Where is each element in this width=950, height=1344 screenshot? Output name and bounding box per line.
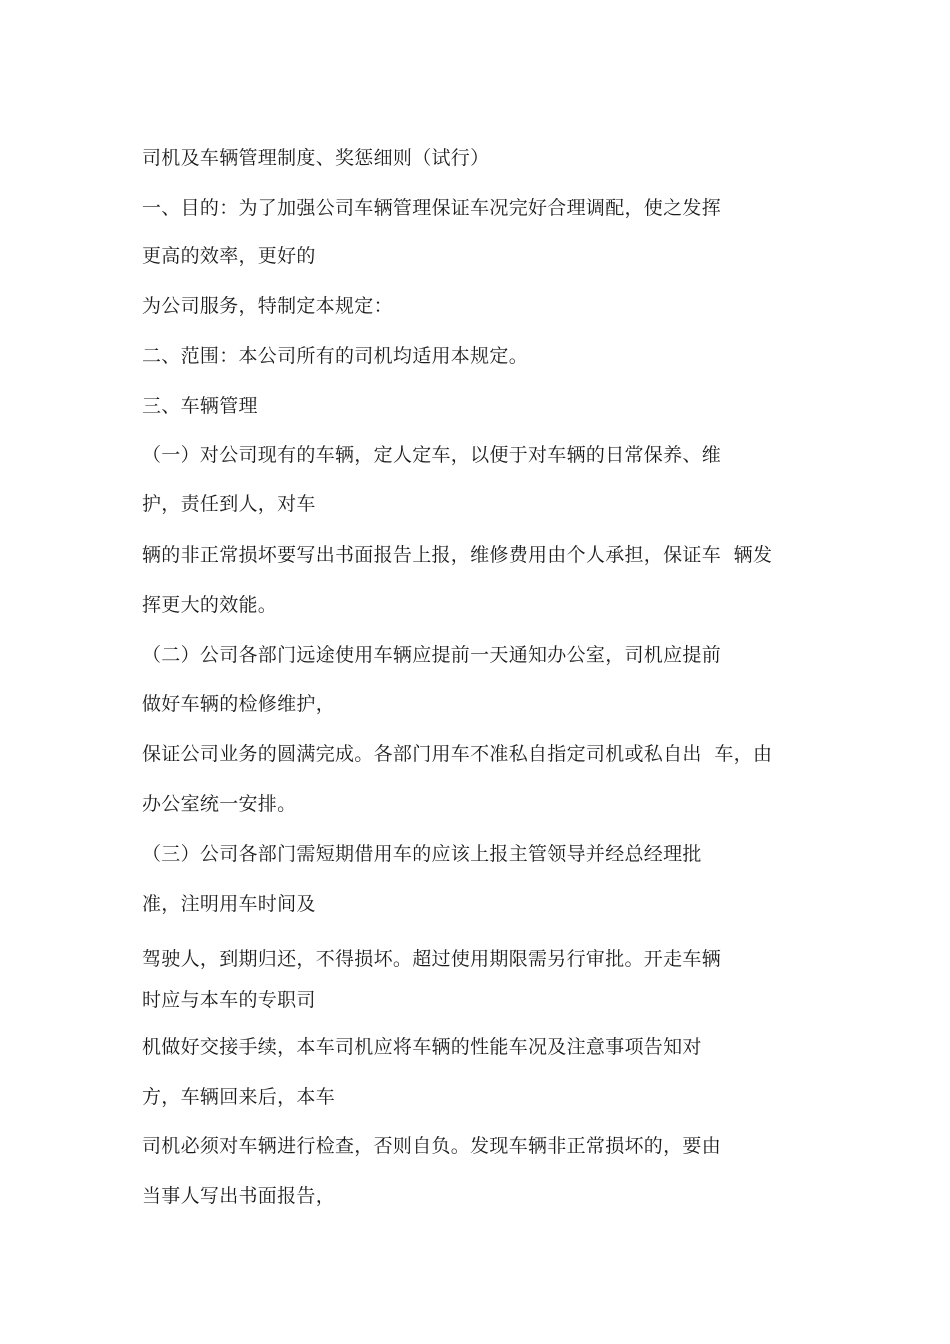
- text-line: 驾驶人，到期归还，不得损坏。超过使用期限需另行审批。开走车辆: [142, 948, 722, 970]
- document-title: 司机及车辆管理制度、奖惩细则（试行）: [142, 147, 490, 169]
- text-line: 挥更大的效能。: [142, 594, 278, 616]
- text-line: 准，注明用车时间及: [142, 893, 316, 915]
- section-heading: 三、车辆管理: [142, 395, 258, 417]
- section-heading: 二、范围：本公司所有的司机均适用本规定。: [142, 345, 529, 367]
- text-line: 办公室统一安排。: [142, 793, 297, 815]
- text-line: 辆的非正常损坏要写出书面报告上报，维修费用由个人承担，保证车 辆发: [142, 544, 773, 566]
- text-line: 一、目的：为了加强公司车辆管理保证车况完好合理调配，使之发挥: [142, 197, 722, 219]
- text-line: 机做好交接手续，本车司机应将车辆的性能车况及注意事项告知对: [142, 1036, 702, 1058]
- text-line: 司机必须对车辆进行检查，否则自负。发现车辆非正常损坏的，要由: [142, 1135, 722, 1157]
- text-line: 时应与本车的专职司: [142, 989, 316, 1011]
- text-line: 方，车辆回来后，本车: [142, 1086, 336, 1108]
- text-line: （三）公司各部门需短期借用车的应该上报主管领导并经总经理批: [142, 843, 702, 865]
- text-line: （二）公司各部门远途使用车辆应提前一天通知办公室，司机应提前: [142, 644, 722, 666]
- text-line: 保证公司业务的圆满完成。各部门用车不准私自指定司机或私自出 车，由: [142, 743, 773, 765]
- text-line: 为公司服务，特制定本规定：: [142, 295, 393, 317]
- text-line: 护，责任到人，对车: [142, 493, 316, 515]
- text-line: 做好车辆的检修维护，: [142, 693, 336, 715]
- text-line: 更高的效率，更好的: [142, 245, 316, 267]
- text-line: 当事人写出书面报告，: [142, 1185, 336, 1207]
- text-line: （一）对公司现有的车辆，定人定车，以便于对车辆的日常保养、维: [142, 444, 722, 466]
